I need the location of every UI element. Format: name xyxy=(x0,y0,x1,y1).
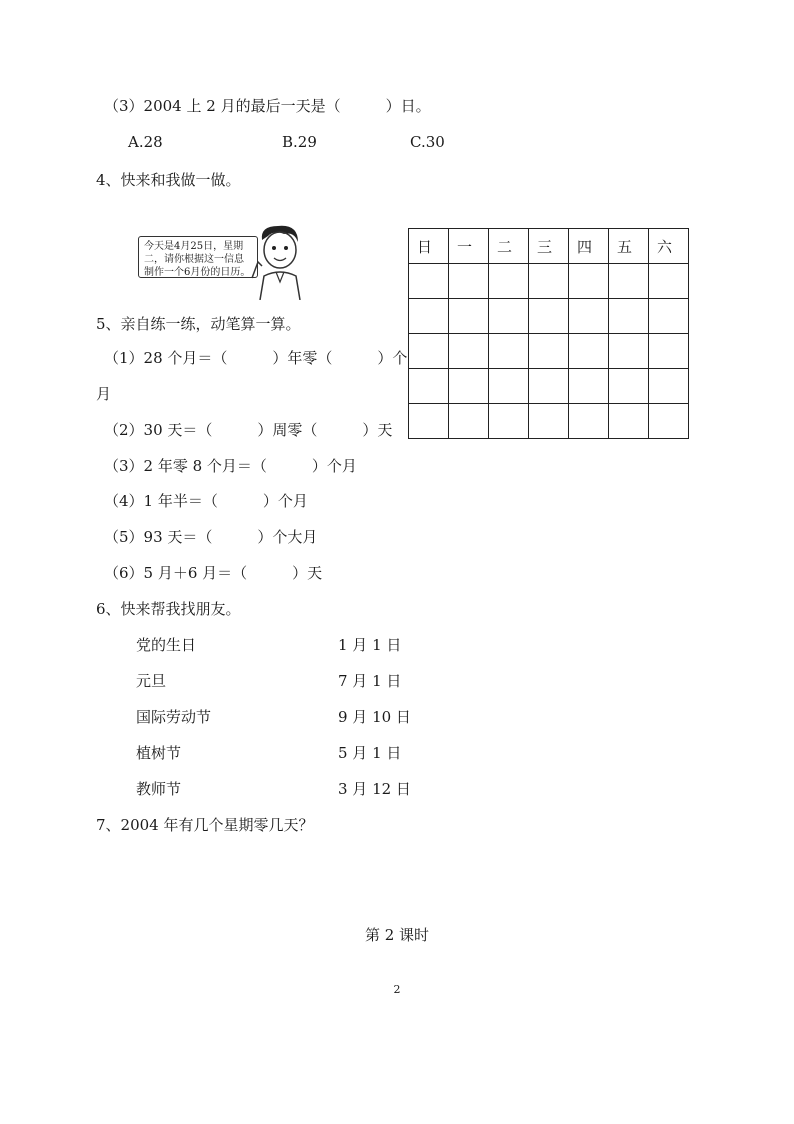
calendar-cell[interactable] xyxy=(489,334,529,369)
calendar-cell[interactable] xyxy=(489,299,529,334)
calendar-cell[interactable] xyxy=(409,299,449,334)
calendar-cell[interactable] xyxy=(649,264,689,299)
calendar-cell[interactable] xyxy=(409,334,449,369)
calendar-cell[interactable] xyxy=(609,334,649,369)
q5-item-2: （2）30 天＝（ ）周零（ ）天 xyxy=(104,421,393,439)
q6-title: 6、快来帮我找朋友。 xyxy=(96,600,241,618)
q6-left-1[interactable]: 党的生日 xyxy=(136,636,197,654)
calendar-row xyxy=(409,369,689,404)
calendar-cell[interactable] xyxy=(569,334,609,369)
q3-3-stem: （3）2004 上 2 月的最后一天是（ ）日。 xyxy=(104,97,431,115)
calendar-cell[interactable] xyxy=(409,369,449,404)
calendar-cell[interactable] xyxy=(609,369,649,404)
q5-item-4: （4）1 年半＝（ ）个月 xyxy=(104,492,308,510)
calendar-cell[interactable] xyxy=(649,334,689,369)
calendar-header-sat: 六 xyxy=(649,229,689,264)
calendar-cell[interactable] xyxy=(529,369,569,404)
calendar-cell[interactable] xyxy=(649,404,689,439)
q6-left-5[interactable]: 教师节 xyxy=(136,780,182,798)
calendar-header-wed: 三 xyxy=(529,229,569,264)
calendar-cell[interactable] xyxy=(449,264,489,299)
q6-right-1[interactable]: 1 月 1 日 xyxy=(338,636,402,654)
q6-right-3[interactable]: 9 月 10 日 xyxy=(338,708,411,726)
calendar-header-row xyxy=(409,229,689,264)
calendar-cell[interactable] xyxy=(409,264,449,299)
calendar-cell[interactable] xyxy=(649,299,689,334)
june-calendar-table xyxy=(408,228,689,439)
boy-illustration-icon xyxy=(248,222,310,300)
q5-item-1-wrap: 月 xyxy=(96,385,112,403)
calendar-row xyxy=(409,299,689,334)
calendar-cell[interactable] xyxy=(569,299,609,334)
calendar-cell[interactable] xyxy=(569,404,609,439)
calendar-cell[interactable] xyxy=(529,404,569,439)
section-title: 第 2 课时 xyxy=(364,926,430,944)
q7-title: 7、2004 年有几个星期零几天？ xyxy=(96,816,314,834)
calendar-cell[interactable] xyxy=(449,334,489,369)
q3-3-option-b: B.29 xyxy=(282,133,317,151)
calendar-cell[interactable] xyxy=(489,264,529,299)
calendar-cell[interactable] xyxy=(449,404,489,439)
calendar-cell[interactable] xyxy=(489,404,529,439)
q6-left-4[interactable]: 植树节 xyxy=(136,744,182,762)
q6-left-3[interactable]: 国际劳动节 xyxy=(136,708,212,726)
q5-title: 5、亲自练一练，动笔算一算。 xyxy=(96,315,301,333)
q5-item-5: （5）93 天＝（ ）个大月 xyxy=(104,528,318,546)
q6-left-2[interactable]: 元旦 xyxy=(136,672,167,690)
q3-3-option-a: A.28 xyxy=(128,133,163,151)
calendar-cell[interactable] xyxy=(529,264,569,299)
calendar-cell[interactable] xyxy=(609,299,649,334)
illustration xyxy=(138,222,310,300)
calendar-cell[interactable] xyxy=(569,264,609,299)
q5-item-6: （6）5 月＋6 月＝（ ）天 xyxy=(104,564,323,582)
calendar-row xyxy=(409,334,689,369)
q5-item-3: （3）2 年零 8 个月＝（ ）个月 xyxy=(104,457,357,475)
q4-title: 4、快来和我做一做。 xyxy=(96,171,241,189)
q3-3-option-c: C.30 xyxy=(410,133,445,151)
calendar-cell[interactable] xyxy=(409,404,449,439)
q6-right-4[interactable]: 5 月 1 日 xyxy=(338,744,402,762)
page-number: 2 xyxy=(393,983,401,996)
calendar-header-fri: 五 xyxy=(609,229,649,264)
calendar-header-thu: 四 xyxy=(569,229,609,264)
calendar-cell[interactable] xyxy=(529,299,569,334)
speech-bubble: 今天是4月25日，星期二，请你根据这一信息制作一个6月份的日历。 xyxy=(138,236,258,278)
calendar-cell[interactable] xyxy=(529,334,569,369)
calendar-cell[interactable] xyxy=(489,369,529,404)
calendar-header-tue: 二 xyxy=(489,229,529,264)
calendar-cell[interactable] xyxy=(649,369,689,404)
calendar-row xyxy=(409,404,689,439)
calendar-cell[interactable] xyxy=(569,369,609,404)
calendar-cell[interactable] xyxy=(609,264,649,299)
q6-right-5[interactable]: 3 月 12 日 xyxy=(338,780,411,798)
calendar-header-mon: 一 xyxy=(449,229,489,264)
q5-item-1: （1）28 个月＝（ ）年零（ ）个 xyxy=(104,349,408,367)
calendar-cell[interactable] xyxy=(609,404,649,439)
calendar-header-sun: 日 xyxy=(409,229,449,264)
q6-right-2[interactable]: 7 月 1 日 xyxy=(338,672,402,690)
calendar-cell[interactable] xyxy=(449,369,489,404)
calendar-row xyxy=(409,264,689,299)
calendar-cell[interactable] xyxy=(449,299,489,334)
